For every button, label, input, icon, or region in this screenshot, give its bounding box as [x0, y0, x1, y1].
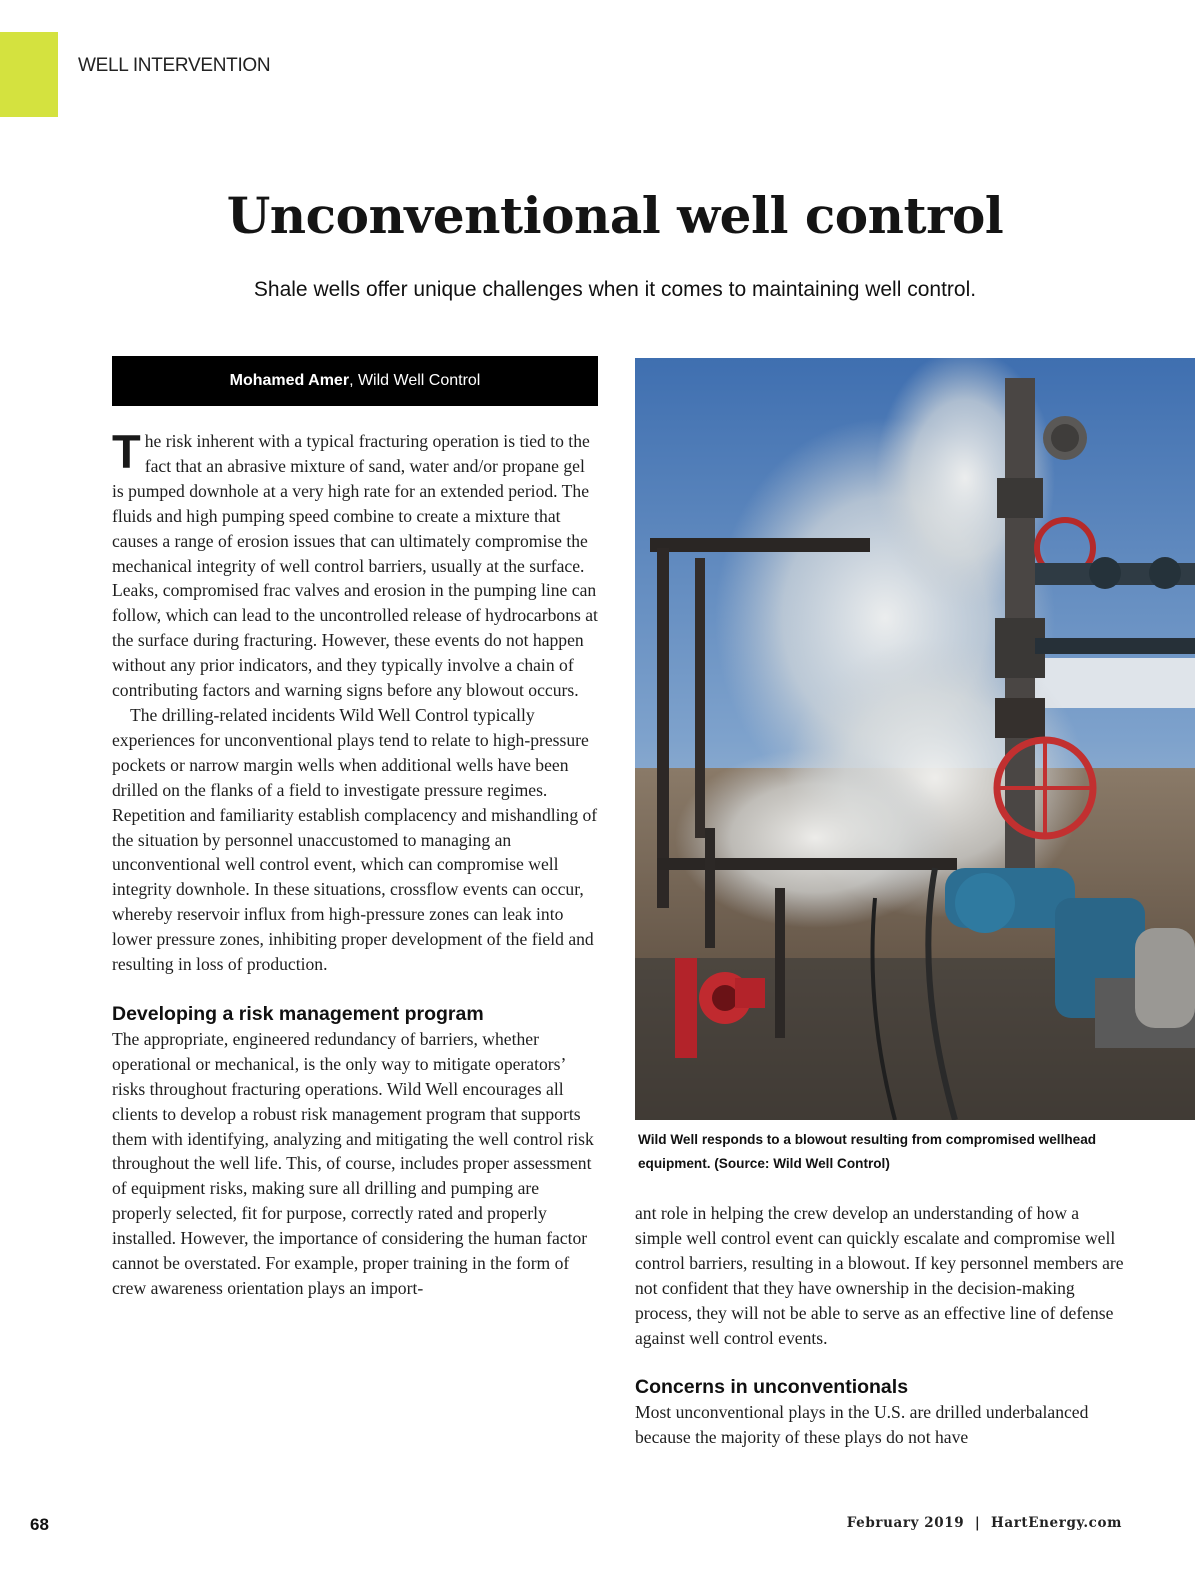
risk-program-paragraph: The appropriate, engineered redundancy of barriers, whether operational or mechanical, is the only way to mitigate operators’ risks throughout fracturing operations. Wild Well encourages all clients to develop a robust risk management program that supports them with identifying, analyzing and mitigating the well control risk throughout the well life. This, of course, includes proper assessment of equipment risks, making sure all drilling and pumping are properly selected, fit for purpose, correctly rated and properly installed. However, the importance of considering the human factor cannot be overstated. For example, proper training in the form of crew awareness orientation plays an import-: [112, 1028, 594, 1298]
article-title: Unconventional well control: [226, 186, 1004, 245]
author-name: Mohamed Amer: [229, 372, 350, 389]
section-label: WELL INTERVENTION: [78, 55, 271, 76]
author-affiliation: , Wild Well Control: [349, 372, 481, 389]
section-color-tab: [0, 32, 58, 117]
footer-issue-site: February 2019 | HartEnergy.com: [846, 1515, 1122, 1531]
section-heading-concerns: Concerns in unconventionals: [635, 1376, 909, 1399]
risk-program-continued: ant role in helping the crew develop an understanding of how a simple well control event can quickly escalate and compromise well control barriers, resulting in a blowout. If key personnel members are not confident that they have ownership in the decision-making process, they will not be able to serve as an effective line of defense against well control events.: [635, 1203, 1124, 1348]
article-subtitle: Shale wells offer unique challenges when it comes to maintaining well control.: [253, 278, 977, 301]
page-number: 68: [30, 1515, 49, 1534]
right-column: [635, 1201, 1125, 1450]
wellhead-blowout-photo: [635, 358, 1195, 1120]
intro-paragraph-1: [112, 425, 600, 703]
photo-caption: Wild Well responds to a blowout resulting from compromised wellhead equipment. (Source: Wild Well Control): [638, 1132, 1097, 1171]
concerns-paragraph: Most unconventional plays in the U.S. are drilled underbalanced because the majority of these plays do not have: [635, 1402, 1089, 1448]
drop-cap: T: [112, 425, 141, 478]
left-column: [112, 425, 600, 1301]
intro-paragraph-2: The drilling-related incidents Wild Well Control typically experiences for unconventional plays tend to relate to high-pressure pockets or narrow margin wells when additional wells have been drilled on the flanks of a field to investigate pressure regimes. Repetition and familiarity establish complacency and mishandling of the situation by personnel unaccustomed to managing an unconventional well control event, which can compromise well integrity downhole. In these situations, crossflow events can occur, whereby reservoir influx from high-pressure zones can leak into lower pressure zones, inhibiting proper development of the field and resulting in loss of production.: [112, 704, 598, 975]
byline-bar: [112, 356, 598, 406]
section-heading-risk-program: Developing a risk management program: [112, 1002, 484, 1025]
intro-paragraph-1-text: he risk inherent with a typical fracturing operation is tied to the fact that an abrasive mixture of sand, water and/or propane gel is pumped downhole at a very high rate for an extended period. The fluids and high pumping speed combine to create a mixture that causes a range of erosion issues that can ultimately compromise the mechanical integrity of well control barriers, usually at the surface. Leaks, compromised frac valves and erosion in the pumping line can follow, which can lead to the uncontrolled release of hydrocarbons at the surface during fracturing. However, these events do not happen without any prior indicators, and they typically involve a chain of contributing factors and warning signs before any blowout occurs.: [112, 431, 598, 701]
